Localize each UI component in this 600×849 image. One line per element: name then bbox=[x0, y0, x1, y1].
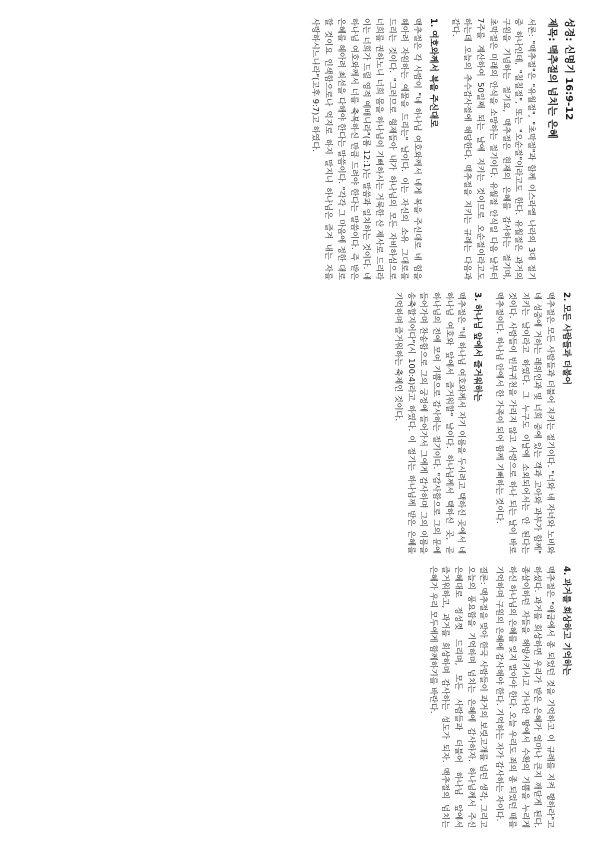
section-2-body: 맥추절은 모든 사람들과 더불어 지키는 절기이다. "너와 네 자녀와 노비와 네 성중에 거하는 레위인과 및 너희 중에 있는 객과 고아와 과부가 함께" 지키는 날이라고 하였다. 그 누구도 이날에 소외되어서는 안 된다는 것이다. 사람들이 빈부귀천을 가리지 않고 사랑으로 하나 되는 날이 바로 맥추절이다. 하나님 안에서 한 가족이 되어 함께 기뻐하는 것이다. bbox=[495, 292, 556, 554]
column-3 bbox=[18, 566, 582, 828]
sermon-title: 제목: 맥추절의 넘치는 은혜 bbox=[546, 18, 557, 139]
section-4-body: 맥추절은 "애굽에서 종 되었던 것을 기억하고 이 규례를 지켜 행하라"고 하셨다. 과거를 회상하면 우리가 받은 은혜가 얼마나 큰지 깨닫게 된다. 종살이하던 자들을 해방시키시고 가나안 땅에서 수확의 기쁨을 누리게 하신 하나님의 은혜를 잊지 말아야 한다. 오늘 우리도 죄의 종 되었던 때를 기억하며 구원의 은혜에 감사해야 한다. 기억하는 자가 감사하는 자이다. bbox=[495, 566, 556, 828]
section-3-body: 맥추절은 "네 하나님 여호와께서 자기 이름을 두시려고 택하신 곳에서 네 하나님 여호와 앞에서 즐거워할" 날이다. 하나님께서 택하신 곳, 곧 하나님의 전에 모여 기쁨으로 감사하는 절기이다. "감사함으로 그의 문에 들어가며 찬송함으로 그의 궁정에 들어가서 그에게 감사하며 그의 이름을 송축할지어다"(시 100:4)라고 하였다. 이 절기는 하나님께 받은 은혜를 기억하며 즐거워하는 축제인 것이다. bbox=[393, 292, 468, 554]
section-1-body: 맥추절은 각 사람이 "네 하나님 여호와께서 네게 복을 주신대로 네 힘을 헤아려 자원하는 예물을 드리는" 날이다. 이는 자신의 소유 그대로를 드리는 것이다. "그러므로 형제들아 내가 하나님의 모든 자비하심으로 너희를 권하노니 너희 몸을 하나님이 기뻐하시는 거룩한 산 제사로 드리라 이는 너희가 드릴 영적 예배니라"(롬 12:1)는 말씀과 일치하는 것이다. 네 하나님 여호와께서 너를 축복하신 만큼 드려야 한다는 말씀이다. 즉 받은 은혜를 헤아려 최선을 다해야 한다는 말씀이다. "각각 그 마음에 정한 대로 할 것이요 인색함으로나 억지로 하지 말지니 하나님은 즐겨 내는 자를 사랑하시느니라"(고후 9:7)고 하였다. bbox=[311, 18, 424, 280]
section-1-heading: 1. 여호와께서 복을 주신대로 bbox=[428, 18, 439, 128]
column-2 bbox=[18, 292, 582, 554]
intro-paragraph: 서론: "맥추절"은 "유월절", "초막절"과 함께 이스라엘 나라의 3대 절기 중 하나인데, "칠칠절", 또는 "오순절"이라고도 한다. 유월절은 과거의 구원을 기념하는 절기요, 맥추절은 현재의 은혜를 감사하는 절기며, 초막절은 미래의 안식을 소망하는 절기이다. 유월절 안식일 다음 날부터 7주를 계산하여 50일째 되는 날에 지키는 것이므로 오순절이라고도 하는데 오늘의 추수감사절에 해당한다. 맥추절을 지키는 규례는 다음과 같다. bbox=[450, 18, 537, 280]
section-3-heading: 3. 하나님 앞에서 즐거워하는 bbox=[472, 292, 483, 402]
column-1 bbox=[18, 18, 582, 280]
section-2-heading: 2. 모든 사람들과 더불어 bbox=[561, 292, 571, 385]
section-4-heading: 4. 과거를 회상하고 기억하는 bbox=[561, 566, 571, 676]
conclusion-paragraph: 결론: 맥추절을 맞아 한국 사람들이 과거의 보릿고개를 넘던 생각, 그리고 오늘의 풍요함을 기억하며 넘치는 은혜에 감사하자. 하나님께서 주신 은혜대로 정성껏 드리며, 모든 사람들과 더불어 하나님 앞에서 즐거워하고, 과거를 회상하며 감사하는 성도가 되자. 맥추절의 넘치는 은혜가 우리 모두에게 함께하기를 바란다. bbox=[428, 566, 490, 828]
scripture-reference: 성경: 신명기 16:9-12 bbox=[563, 18, 574, 121]
